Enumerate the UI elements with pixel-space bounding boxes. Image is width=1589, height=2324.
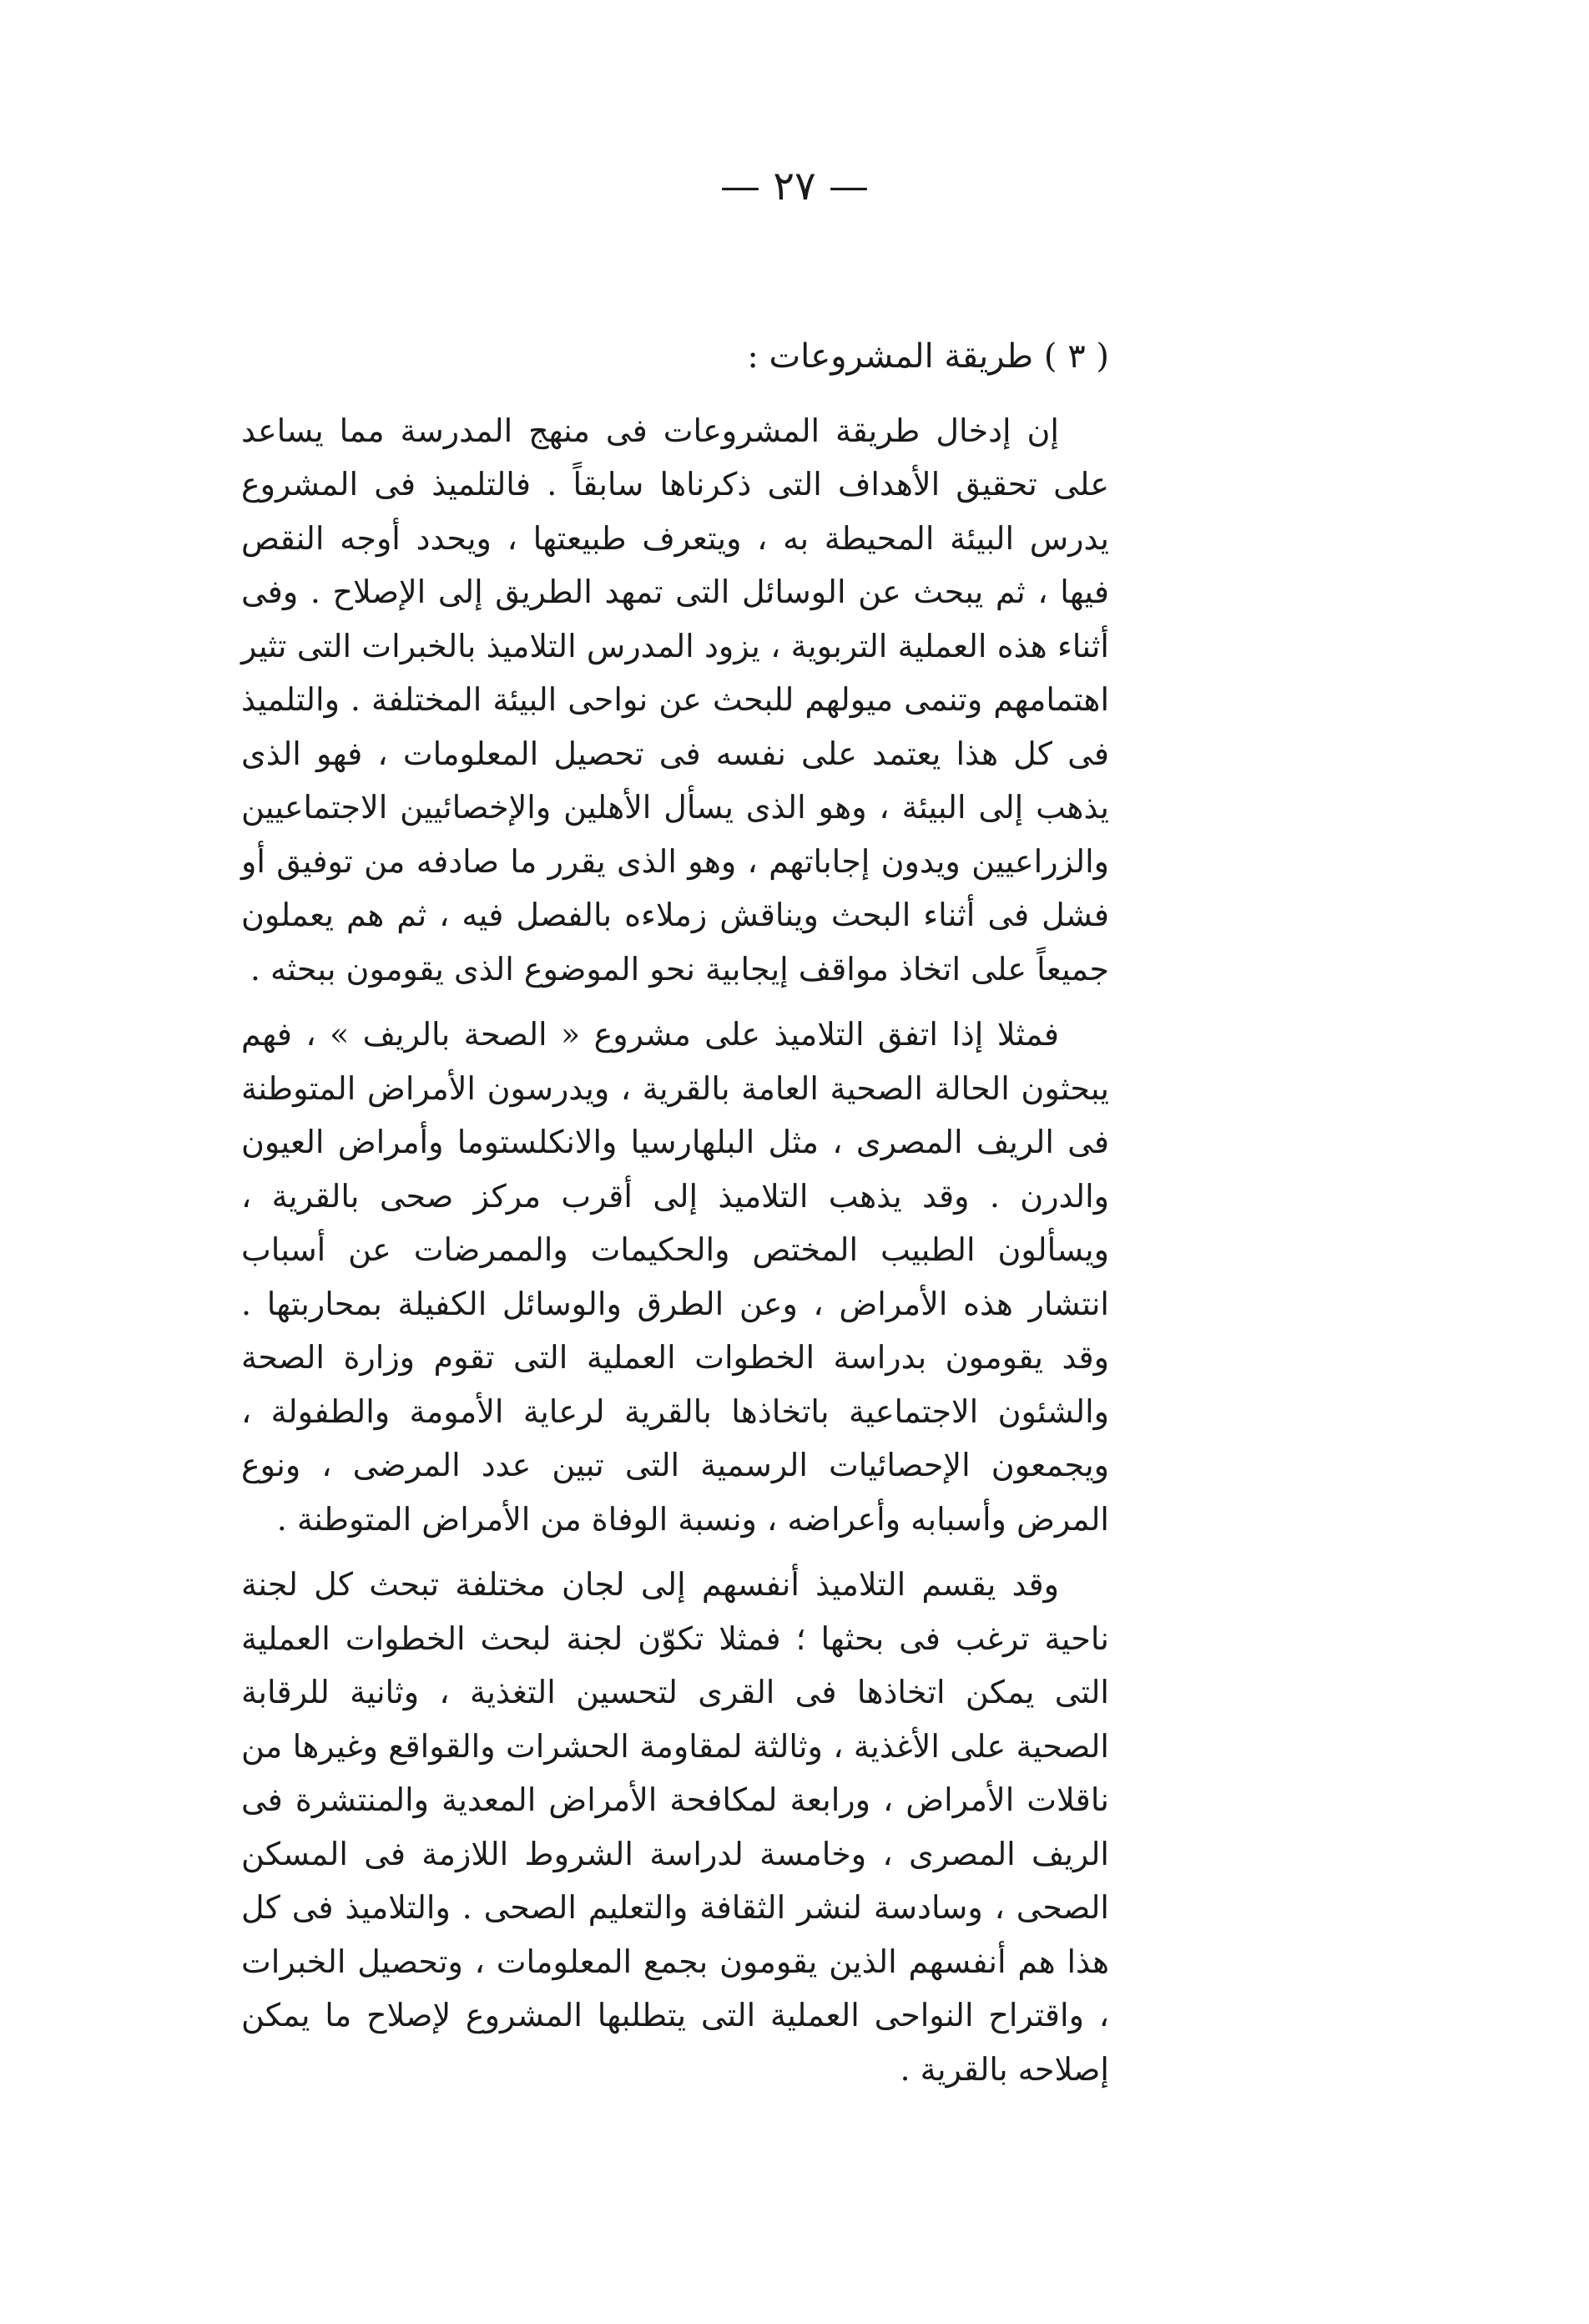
paragraph-2: فمثلا إذا اتفق التلاميذ على مشروع « الصحة بالريف » ، فهم يبحثون الحالة الصحية العامة بالقرية ، ويدرسون الأمراض المتوطنة فى الريف المصرى ، مثل البلهارسيا والانكلستوما وأمراض العيون والدرن . وقد يذهب التلاميذ إلى أقرب مركز صحى بالقرية ، ويسألون الطبيب المختص والحكيمات والممرضات عن أسباب انتشار هذه الأمراض ، وعن الطرق والوسائل الكفيلة بمحاربتها . وقد يقومون بدراسة الخطوات العملية التى تقوم وزارة الصحة والشئون الاجتماعية باتخاذها بالقرية لرعاية الأمومة والطفولة ، ويجمعون الإحصائيات الرسمية التى تبين عدد المرضى ، ونوع المرض وأسبابه وأعراضه ، ونسبة الوفاة من الأمراض المتوطنة . xyxy=(241,1016,1109,1538)
paragraph-3: وقد يقسم التلاميذ أنفسهم إلى لجان مختلفة تبحث كل لجنة ناحية ترغب فى بحثها ؛ فمثلا تكوّن لجنة لبحث الخطوات العملية التى يمكن اتخاذها فى القرى لتحسين التغذية ، وثانية للرقابة الصحية على الأغذية ، وثالثة لمقاومة الحشرات والقواقع وغيرها من ناقلات الأمراض ، ورابعة لمكافحة الأمراض المعدية والمنتشرة فى الريف المصرى ، وخامسة لدراسة الشروط اللازمة فى المسكن الصحى ، وسادسة لنشر الثقافة والتعليم الصحى . والتلاميذ فى كل هذا هم أنفسهم الذين يقومون بجمع المعلومات ، وتحصيل الخبرات ، واقتراح النواحى العملية التى يتطلبها المشروع لإصلاح ما يمكن إصلاحه بالقرية . xyxy=(241,1566,1109,2088)
page-content xyxy=(241,330,1109,2096)
paragraph-1: إن إدخال طريقة المشروعات فى منهج المدرسة مما يساعد على تحقيق الأهداف التى ذكرناها سابقاً . فالتلميذ فى المشروع يدرس البيئة المحيطة به ، ويتعرف طبيعتها ، ويحدد أوجه النقص فيها ، ثم يبحث عن الوسائل التى تمهد الطريق إلى الإصلاح . وفى أثناء هذه العملية التربوية ، يزود المدرس التلاميذ بالخبرات التى تثير اهتمامهم وتنمى ميولهم للبحث عن نواحى البيئة المختلفة . والتلميذ فى كل هذا يعتمد على نفسه فى تحصيل المعلومات ، فهو الذى يذهب إلى البيئة ، وهو الذى يسأل الأهلين والإخصائيين الاجتماعيين والزراعيين ويدون إجاباتهم ، وهو الذى يقرر ما صادفه من توفيق أو فشل فى أثناء البحث ويناقش زملاءه بالفصل فيه ، ثم هم يعملون جميعاً على اتخاذ مواقف إيجابية نحو الموضوع الذى يقومون ببحثه . xyxy=(241,412,1109,988)
page-number: — ٢٧ — xyxy=(719,163,870,210)
section-heading: ( ٣ ) طريقة المشروعات : xyxy=(747,337,1109,376)
